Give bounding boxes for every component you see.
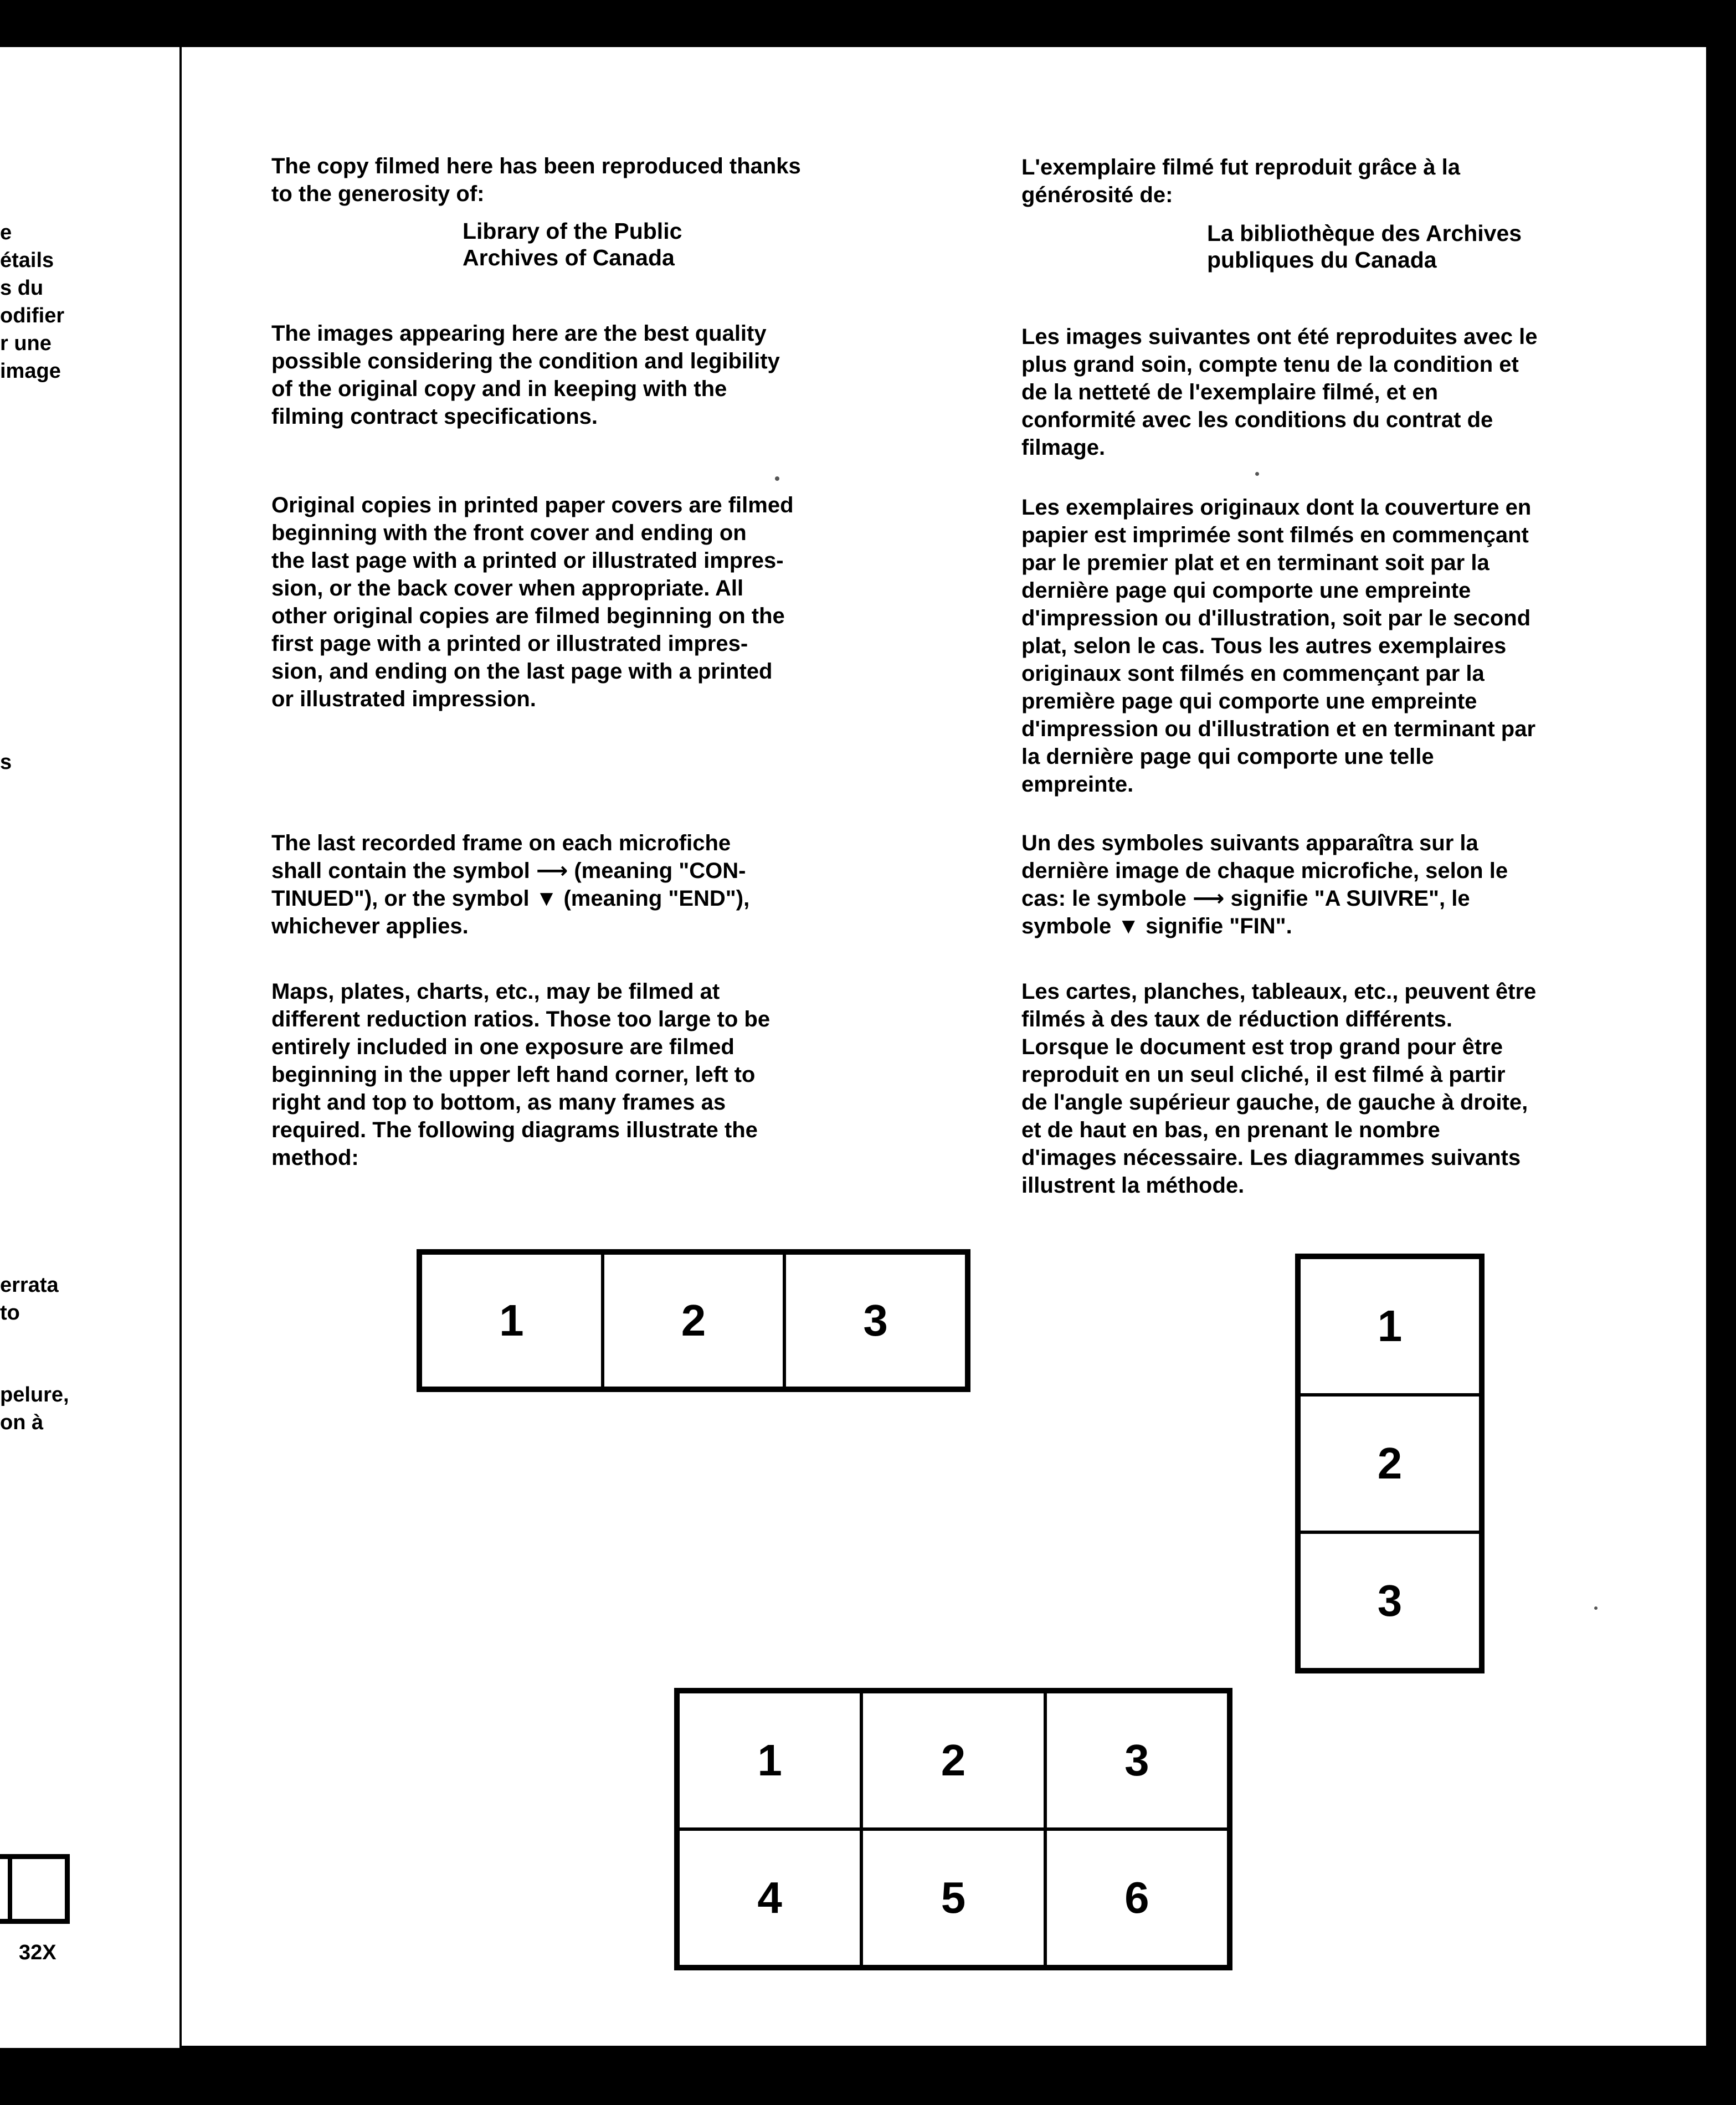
left-fragment-line: on à xyxy=(0,1411,44,1434)
french-symbols-paragraph: Un des symboles suivants apparaîtra sur la dernière image de chaque microfiche, selon le cas: le symbole ⟶ signifie "A SUIVRE", le symbole ▼ signifie "FIN". xyxy=(1021,831,1508,938)
diagram-frame: 2 xyxy=(603,1253,785,1388)
english-intro: The copy filmed here has been reproduced thanks to the generosity of: xyxy=(271,154,801,206)
diagram-frame: 1 xyxy=(678,1692,861,1829)
left-fragment-line: r une xyxy=(0,332,52,355)
diagram-frame: 3 xyxy=(1299,1532,1481,1670)
scan-speck xyxy=(775,476,779,481)
reduction-ratio-box xyxy=(0,1854,70,1924)
french-intro: L'exemplaire filmé fut reproduit grâce à la générosité de: xyxy=(1021,155,1460,207)
french-library-name: La bibliothèque des Archives publiques du Canada xyxy=(1207,220,1522,273)
diagram-vertical-three-frames xyxy=(1295,1254,1485,1673)
left-fragment-line: image xyxy=(0,360,61,383)
left-page-fragment xyxy=(0,47,179,2048)
diagram-frame: 2 xyxy=(861,1692,1045,1829)
english-symbols-paragraph: The last recorded frame on each microfiche shall contain the symbol ⟶ (meaning "CON- TINUED"), or the symbol ▼ (meaning "END"), whichever applies. xyxy=(271,831,750,938)
main-page xyxy=(182,47,1706,2046)
left-fragment-line: e xyxy=(0,221,12,244)
english-quality-paragraph: The images appearing here are the best quality possible considering the condition and legibility of the original copy and in keeping with the filming contract specifications. xyxy=(271,321,780,429)
left-fragment-line: to xyxy=(0,1301,20,1324)
left-fragment-line: étails xyxy=(0,249,54,272)
french-quality-paragraph: Les images suivantes ont été reproduites avec le plus grand soin, compte tenu de la condition et de la netteté de l'exemplaire filmé, et en conformité avec les conditions du contrat de filmage. xyxy=(1021,325,1538,460)
reduction-ratio-label: 32X xyxy=(19,1941,57,1964)
left-fragment-line: pelure, xyxy=(0,1383,69,1406)
left-fragment-line: s du xyxy=(0,276,44,300)
english-covers-paragraph: Original copies in printed paper covers are filmed beginning with the front cover and ending on the last page with a printed or illustrated impres- sion, or the back cover when appropriate. All other original copies are filmed beginning on the first page with a printed or illustrated impres- sion, and ending on the last page with a printed or illustrated impression. xyxy=(271,493,794,711)
diagram-frame: 1 xyxy=(1299,1257,1481,1395)
french-covers-paragraph: Les exemplaires originaux dont la couverture en papier est imprimée sont filmés en commençant par le premier plat et en terminant soit par la dernière page qui comporte une empreinte d'impression ou d'illustration, soit par le second plat, selon le cas. Tous les autres exemplaires originaux sont filmés en commençant par la première page qui comporte une empreinte d'impression ou d'illustration et en terminant par la dernière page qui comporte une telle empreinte. xyxy=(1021,495,1536,797)
diagram-frame: 3 xyxy=(784,1253,967,1388)
scan-speck xyxy=(1594,1606,1598,1610)
diagram-frame: 4 xyxy=(678,1829,861,1967)
diagram-frame: 6 xyxy=(1045,1829,1229,1967)
diagram-frame: 1 xyxy=(420,1253,603,1388)
left-fragment-line: odifier xyxy=(0,304,65,327)
scan-speck xyxy=(1255,472,1259,476)
left-fragment-line: s xyxy=(0,751,12,774)
diagram-horizontal-three-frames xyxy=(417,1249,970,1392)
diagram-frame: 5 xyxy=(861,1829,1045,1967)
diagram-six-frame-grid xyxy=(674,1688,1232,1970)
diagram-frame: 2 xyxy=(1299,1395,1481,1532)
english-library-name: Library of the Public Archives of Canada xyxy=(463,218,682,270)
diagram-frame: 3 xyxy=(1045,1692,1229,1829)
french-maps-paragraph: Les cartes, planches, tableaux, etc., peuvent être filmés à des taux de réduction différents. Lorsque le document est trop grand pour être reproduit en un seul cliché, il est filmé à partir de l'angle supérieur gauche, de gauche à droite, et de haut en bas, en prenant le nombre d'images nécessaire. Les diagrammes suivants illustrent la méthode. xyxy=(1021,979,1537,1198)
left-fragment-line: errata xyxy=(0,1274,59,1297)
english-maps-paragraph: Maps, plates, charts, etc., may be filmed at different reduction ratios. Those too large to be entirely included in one exposure are filmed beginning in the upper left hand corner, left to right and top to bottom, as many frames as required. The following diagrams illustrate the method: xyxy=(271,979,771,1170)
